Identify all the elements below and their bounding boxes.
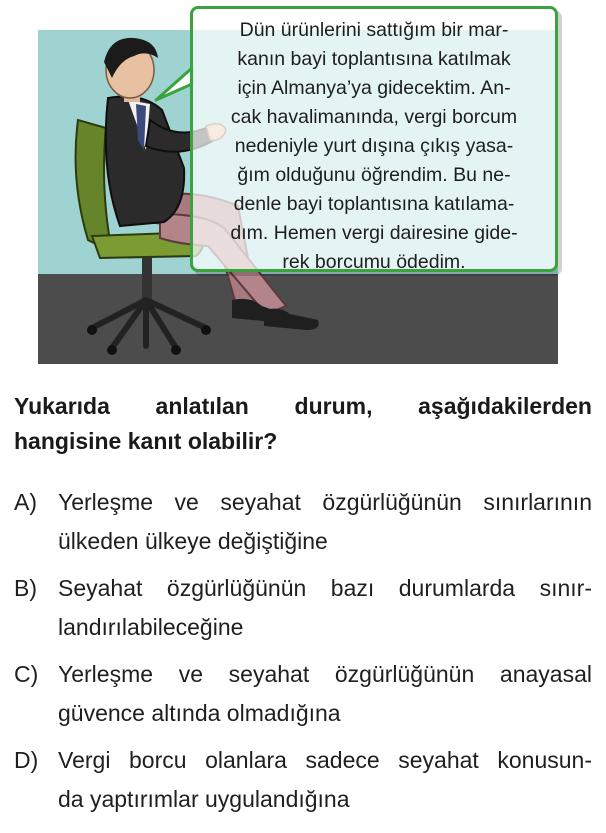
option-line: Yerleşme ve seyahat özgürlüğünün anayasal <box>58 661 592 687</box>
option-letter: B) <box>14 575 37 601</box>
speech-line: dım. Hemen vergi dairesine gide- <box>230 222 518 244</box>
option-text <box>58 569 592 647</box>
option-d[interactable] <box>14 741 592 827</box>
option-a[interactable] <box>14 483 592 569</box>
option-line: da yaptırımlar uygulandığına <box>58 786 350 812</box>
option-line: Yerleşme ve seyahat özgürlüğünün sınırlarının <box>58 489 592 515</box>
speech-line: ğım olduğunu öğrendim. Bu ne- <box>237 164 511 186</box>
option-line: landırılabileceğine <box>58 614 244 640</box>
option-c[interactable] <box>14 655 592 741</box>
speech-line: cak havalimanında, vergi borcum <box>230 106 518 128</box>
speech-line: kanın bayi toplantısına katılmak <box>237 48 511 70</box>
option-line: Seyahat özgürlüğünün bazı durumlarda sınır- <box>58 575 592 601</box>
speech-bubble-text <box>196 16 552 277</box>
illustration <box>0 0 606 375</box>
option-text <box>58 741 592 819</box>
speech-line: denle bayi toplantısına katılama- <box>233 193 515 215</box>
question-line: Yukarıda anlatılan durum, aşağıdakilerden <box>14 393 592 419</box>
option-line: ülkeden ülkeye değiştiğine <box>58 528 328 554</box>
option-line: güvence altında olmadığına <box>58 700 341 726</box>
option-letter: D) <box>14 747 39 773</box>
option-letter: C) <box>14 661 39 687</box>
speech-line: Dün ürünlerini sattığım bir mar- <box>239 19 509 41</box>
question-stem <box>14 389 592 459</box>
speech-line: rek borcumu ödedim. <box>282 251 466 273</box>
option-letter: A) <box>14 489 37 515</box>
option-text <box>58 483 592 561</box>
option-line: Vergi borcu olanlara sadece seyahat konusun- <box>58 747 592 773</box>
option-b[interactable] <box>14 569 592 655</box>
question-line: hangisine kanıt olabilir? <box>14 428 278 454</box>
speech-line: için Almanya’ya gidecektim. An- <box>237 77 511 99</box>
option-text <box>58 655 592 733</box>
speech-line: nedeniyle yurt dışına çıkış yasa- <box>234 135 514 157</box>
answer-options <box>14 483 592 827</box>
